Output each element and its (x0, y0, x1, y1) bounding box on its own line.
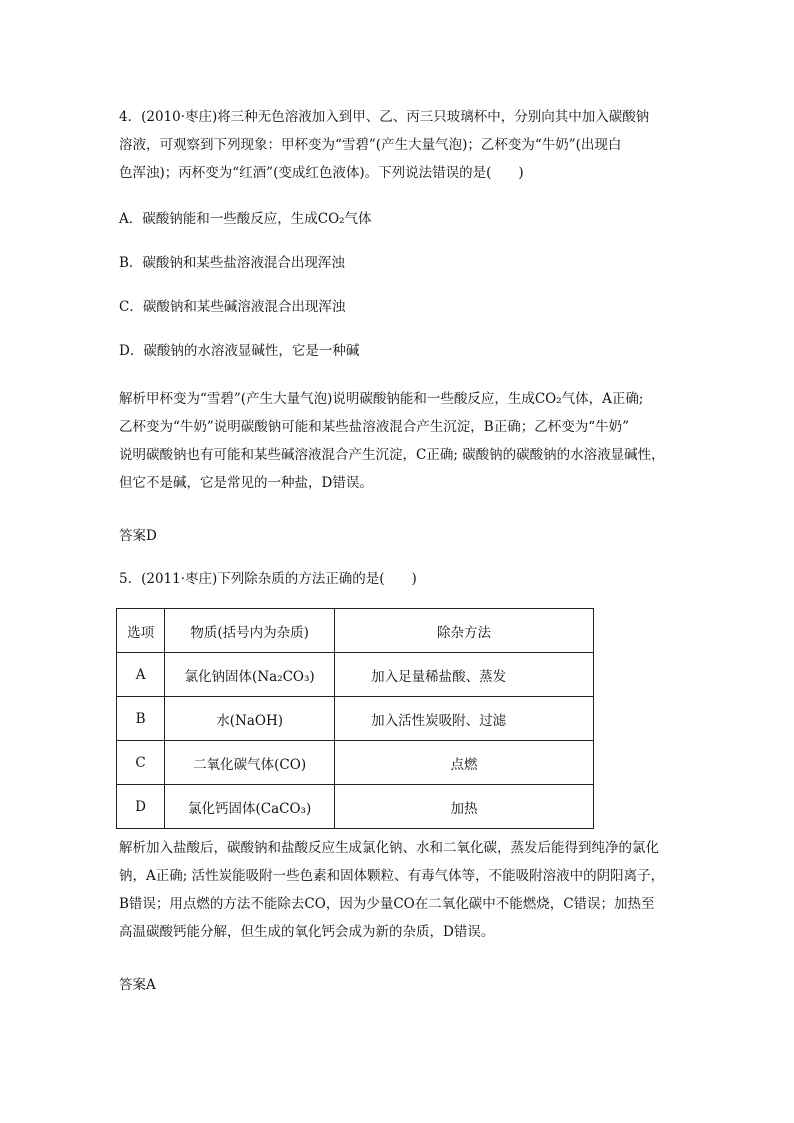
table-cell-method: 加热 (335, 785, 594, 829)
table-cell-substance: 水(NaOH) (165, 697, 335, 741)
table-cell-substance: 氯化钠固体(Na₂CO₃) (165, 653, 335, 697)
q5-options-table (116, 608, 594, 829)
table-row (117, 785, 594, 829)
table-cell-option: C (117, 741, 165, 785)
q4-option-c: C．碳酸钠和某些碱溶液混合出现浑浊 (119, 299, 346, 315)
q4-option-a: A．碳酸钠能和一些酸反应，生成CO₂气体 (119, 211, 372, 227)
table-cell-substance: 氯化钙固体(CaCO₃) (165, 785, 335, 829)
q5-analysis (119, 834, 699, 946)
q4-answer: 答案D (119, 528, 157, 544)
table-cell-method: 加入活性炭吸附、过滤 (335, 697, 594, 741)
table-row (117, 653, 594, 697)
q4-stem-line: 色浑浊)；丙杯变为“红酒”(变成红色液体)。下列说法错误的是( ) (119, 165, 524, 181)
q5-answer: 答案A (119, 977, 156, 993)
q5-analysis-line: 解析加入盐酸后，碳酸钠和盐酸反应生成氯化钠、水和二氧化碳，蒸发后能得到纯净的氯化 (119, 840, 659, 856)
q4-analysis-line: 乙杯变为“牛奶”说明碳酸钠可能和某些盐溶液混合产生沉淀，B正确；乙杯变为“牛奶” (119, 419, 630, 435)
q5-analysis-line: 钠，A正确; 活性炭能吸附一些色素和固体颗粒、有毒气体等，不能吸附溶液中的阴阳离子， (119, 868, 665, 884)
q4-option-d: D．碳酸钠的水溶液显碱性，它是一种碱 (119, 343, 360, 359)
table-header-cell: 物质(括号内为杂质) (165, 609, 335, 653)
q4-stem-line: 4．(2010·枣庄)将三种无色溶液加入到甲、乙、丙三只玻璃杯中，分别向其中加入碳酸钠 (119, 109, 650, 125)
table-row (117, 697, 594, 741)
table-cell-option: D (117, 785, 165, 829)
table-row (117, 741, 594, 785)
q5-analysis-line: B错误；用点燃的方法不能除去CO，因为少量CO在二氧化碳中不能燃烧，C错误；加热至 (119, 896, 655, 912)
table-cell-option: A (117, 653, 165, 697)
q5-stem: 5．(2011·枣庄)下列除杂质的方法正确的是( ) (119, 571, 417, 587)
table-cell-substance: 二氧化碳气体(CO) (165, 741, 335, 785)
table-cell-option: B (117, 697, 165, 741)
q4-stem (119, 103, 699, 187)
table-header-cell: 除杂方法 (335, 609, 594, 653)
q4-stem-line: 溶液，可观察到下列现象：甲杯变为“雪碧”(产生大量气泡)；乙杯变为“牛奶”(出现白 (119, 137, 622, 153)
q4-option-b: B．碳酸钠和某些盐溶液混合出现浑浊 (119, 255, 345, 271)
q4-analysis-line: 但它不是碱，它是常见的一种盐，D错误。 (119, 475, 373, 491)
q4-analysis-line: 说明碳酸钠也有可能和某些碱溶液混合产生沉淀，C正确; 碳酸钠的碳酸钠的水溶液显碱性， (119, 447, 665, 463)
table-header-row (117, 609, 594, 653)
table-header-cell: 选项 (117, 609, 165, 653)
table-cell-method: 加入足量稀盐酸、蒸发 (335, 653, 594, 697)
q4-analysis-line: 解析甲杯变为“雪碧”(产生大量气泡)说明碳酸钠能和一些酸反应，生成CO₂气体，A正确; (119, 391, 644, 407)
q5-analysis-line: 高温碳酸钙能分解，但生成的氧化钙会成为新的杂质，D错误。 (119, 924, 495, 940)
q4-analysis (119, 385, 699, 497)
table-cell-method: 点燃 (335, 741, 594, 785)
